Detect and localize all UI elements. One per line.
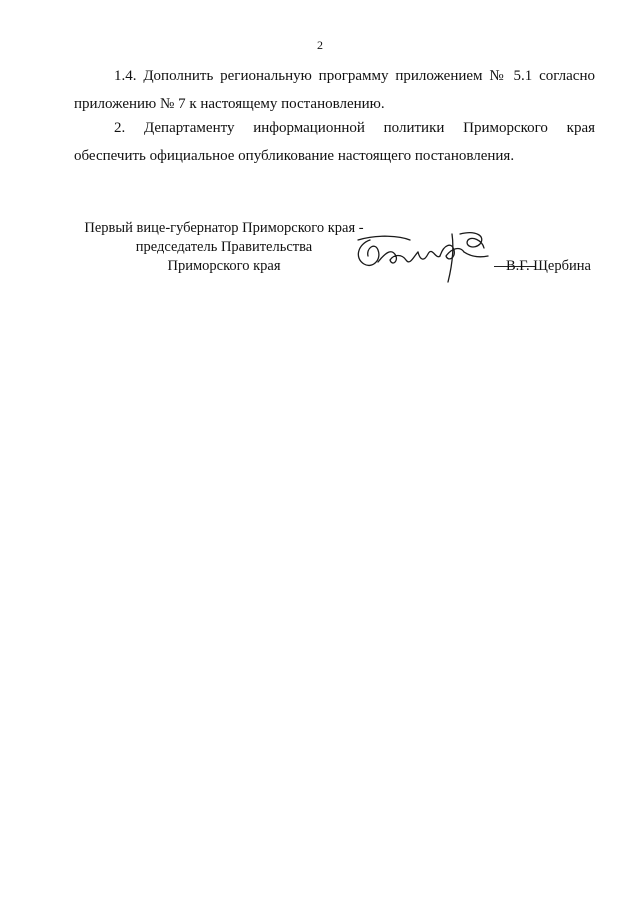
signer-title-line: Приморского края bbox=[167, 258, 281, 274]
handwritten-signature bbox=[348, 226, 498, 288]
signer-title-line: председатель Правительства bbox=[135, 239, 313, 255]
signer-title-block bbox=[64, 219, 384, 276]
signature-icon bbox=[348, 226, 498, 288]
signatory-name: В.Г. Щербина bbox=[506, 258, 591, 274]
page-number: 2 bbox=[317, 38, 323, 52]
signer-title-line: Первый вице-губернатор Приморского края - bbox=[84, 220, 364, 236]
paragraph-1-4: 1.4. Дополнить региональную программу приложением № 5.1 согласно приложению № 7 к настоящему постановлению. bbox=[74, 68, 595, 112]
paragraph-2: 2. Департаменту информационной политики Приморского края обеспечить официальное опубликование настоящего постановления. bbox=[74, 120, 595, 164]
